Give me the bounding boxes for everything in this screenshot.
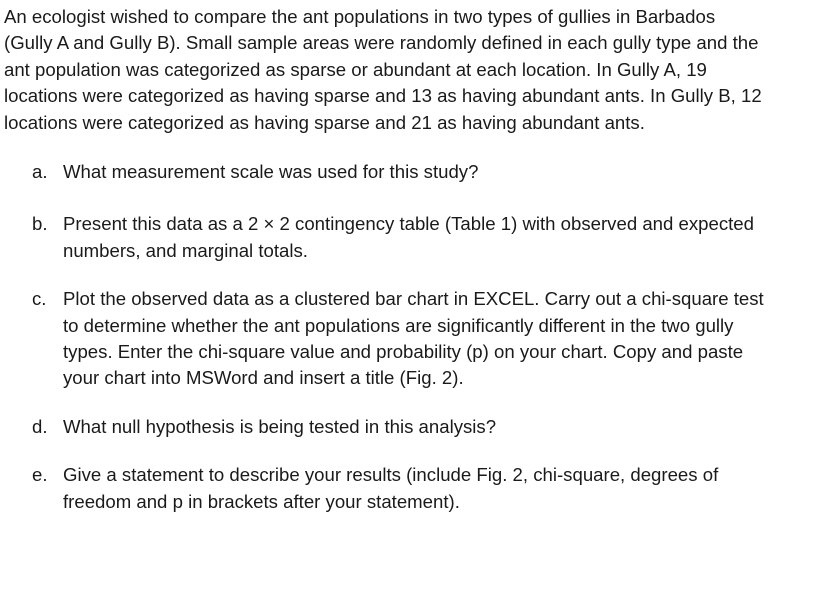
question-marker: a. [32, 161, 48, 183]
question-d [4, 414, 783, 440]
question-marker: b. [32, 213, 48, 235]
question-a [4, 159, 783, 185]
intro-paragraph: An ecologist wished to compare the ant populations in two types of gullies in Barbados (Gully A and Gully B). Small sample areas were randomly defined in each gully type and the ant population was categorized as sparse or abundant at each location. In Gully A, 19 locations were categorized as having sparse and 13 as having abundant ants. In Gully B, 12 locations were categorized as having sparse and 21 as having abundant ants. [4, 6, 762, 133]
question-c [4, 286, 783, 392]
question-text: What null hypothesis is being tested in this analysis? [63, 415, 497, 437]
question-marker: e. [32, 464, 48, 486]
question-b [4, 211, 783, 264]
document-page [4, 4, 804, 515]
question-text: Give a statement to describe your results (include Fig. 2, chi-square, degrees of freedom and p in brackets after your statement). [63, 464, 719, 512]
question-e [4, 462, 783, 515]
question-text: Present this data as a 2 × 2 contingency table (Table 1) with observed and expected numbers, and marginal totals. [63, 213, 754, 261]
question-text: What measurement scale was used for this study? [63, 161, 479, 183]
question-marker: d. [32, 415, 48, 437]
question-text: Plot the observed data as a clustered bar chart in EXCEL. Carry out a chi-square test to determine whether the ant populations are significantly different in the two gully types. Enter the chi-square value and probability (p) on your chart. Copy and paste your chart into MSWord and insert a title (Fig. 2). [63, 288, 764, 389]
question-marker: c. [32, 288, 47, 310]
question-list [4, 159, 804, 515]
